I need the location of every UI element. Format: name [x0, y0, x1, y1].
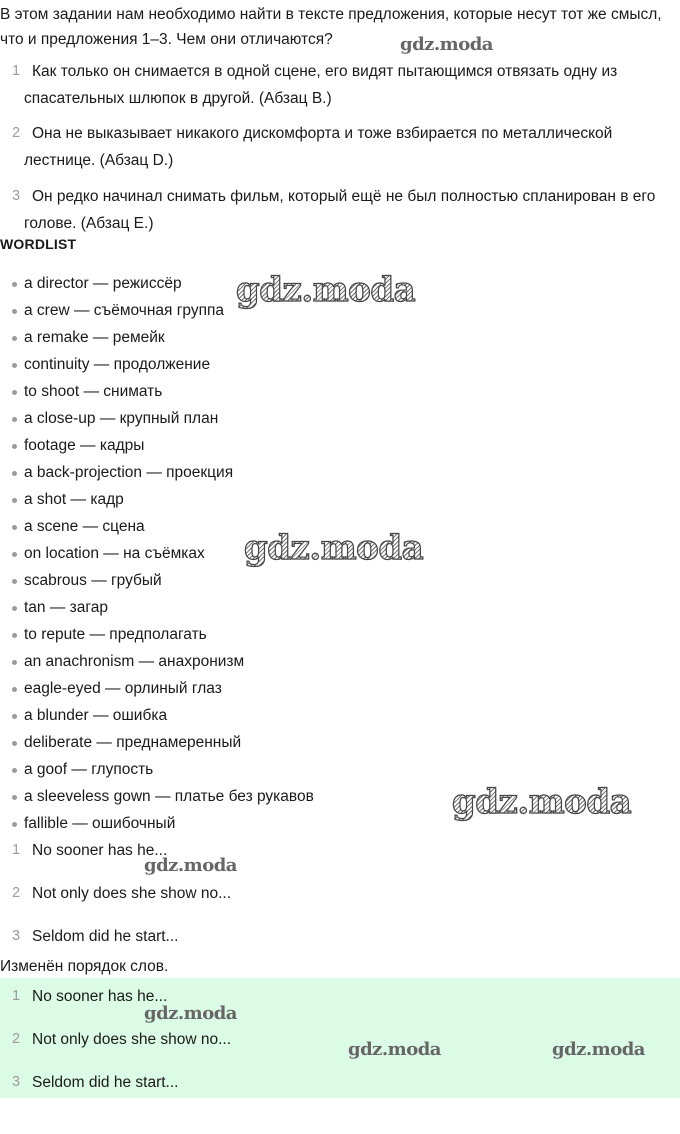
item-text: Seldom did he start... — [32, 1074, 179, 1091]
bullet-icon — [12, 336, 17, 341]
wordlist-entry: an anachronism — анахронизм — [24, 653, 245, 670]
wordlist-item — [0, 783, 680, 810]
bullet-icon — [12, 741, 17, 746]
wordlist — [0, 270, 680, 837]
wordlist-entry: fallible — ошибочный — [24, 815, 176, 832]
wordlist-entry: a remake — ремейк — [24, 329, 165, 346]
item-number: 2 — [12, 885, 21, 901]
wordlist-entry: tan — загар — [24, 599, 108, 616]
wordlist-item — [0, 729, 680, 756]
wordlist-item — [0, 648, 680, 675]
wordlist-entry: deliberate — преднамеренный — [24, 734, 242, 751]
answer-item — [0, 1069, 680, 1096]
bullet-icon — [12, 687, 17, 692]
item-text: Он редко начинал снимать фильм, который ещё не был полностью спланирован в его голове. (Абзац E.) — [24, 188, 656, 232]
wordlist-item — [0, 540, 680, 567]
watermark-logo: gdz.moda — [452, 782, 632, 822]
watermark-logo: gdz.moda — [244, 528, 424, 568]
bullet-icon — [12, 579, 17, 584]
wordlist-item — [0, 702, 680, 729]
wordlist-heading: WORDLIST — [0, 236, 77, 252]
bullet-icon — [12, 363, 17, 368]
answer-box — [0, 978, 680, 1098]
item-text: Seldom did he start... — [32, 928, 179, 945]
wordlist-item — [0, 432, 680, 459]
wordlist-entry: a sleeveless gown — платье без рукавов — [24, 788, 314, 805]
wordlist-entry: a blunder — ошибка — [24, 707, 168, 724]
wordlist-entry: a goof — глупость — [24, 761, 154, 778]
wordlist-item — [0, 513, 680, 540]
wordlist-item — [0, 351, 680, 378]
watermark-logo: gdz.moda — [400, 34, 493, 55]
item-number: 3 — [12, 188, 21, 204]
item-number: 2 — [12, 125, 21, 141]
wordlist-entry: continuity — продолжение — [24, 356, 211, 373]
watermark-logo: gdz.moda — [144, 1003, 237, 1024]
bullet-icon — [12, 714, 17, 719]
item-text: Она не выказывает никакого дискомфорта и тоже взбирается по металлической лестнице. (Абзац D.) — [24, 125, 613, 169]
wordlist-entry: a shot — кадр — [24, 491, 124, 508]
bullet-icon — [12, 417, 17, 422]
bullet-icon — [12, 390, 17, 395]
bullet-icon — [12, 822, 17, 827]
wordlist-item — [0, 675, 680, 702]
wordlist-item — [0, 270, 680, 297]
list-item — [0, 183, 680, 237]
wordlist-item — [0, 756, 680, 783]
wordlist-item — [0, 378, 680, 405]
note-text: Изменён порядок слов. — [0, 958, 169, 975]
wordlist-entry: a close-up — крупный план — [24, 410, 219, 427]
answer-item — [0, 983, 680, 1010]
watermark-logo: gdz.moda — [144, 855, 237, 876]
bullet-icon — [12, 444, 17, 449]
bullet-icon — [12, 768, 17, 773]
bullet-icon — [12, 552, 17, 557]
wordlist-item — [0, 459, 680, 486]
item-number: 3 — [12, 928, 21, 944]
intro-text: В этом задании нам необходимо найти в тексте предложения, которые несут тот же смысл, что и предложения 1–3. Чем они отличаются? — [0, 6, 662, 48]
wordlist-entry: a back-projection — проекция — [24, 464, 234, 481]
bullet-icon — [12, 471, 17, 476]
wordlist-item — [0, 405, 680, 432]
list-item — [0, 120, 680, 174]
bullet-icon — [12, 498, 17, 503]
watermark-logo: gdz.moda — [348, 1039, 441, 1060]
item-text: No sooner has he... — [32, 988, 168, 1005]
bullet-icon — [12, 660, 17, 665]
wordlist-entry: to repute — предполагать — [24, 626, 207, 643]
wordlist-item — [0, 567, 680, 594]
item-text: No sooner has he... — [32, 842, 168, 859]
item-number: 2 — [12, 1031, 21, 1047]
wordlist-entry: a director — режиссёр — [24, 275, 182, 292]
list-item — [0, 880, 680, 907]
wordlist-item — [0, 324, 680, 351]
item-text: Not only does she show no... — [32, 1031, 232, 1048]
wordlist-item — [0, 621, 680, 648]
bullet-icon — [12, 282, 17, 287]
item-number: 1 — [12, 988, 21, 1004]
wordlist-entry: to shoot — снимать — [24, 383, 163, 400]
list-item — [0, 837, 680, 864]
wordlist-entry: on location — на съёмках — [24, 545, 205, 562]
item-text: Как только он снимается в одной сцене, его видят пытающимся отвязать одну из спасательных шлюпок в другой. (Абзац B.) — [24, 63, 618, 107]
answer-item — [0, 1026, 680, 1053]
wordlist-entry: eagle-eyed — орлиный глаз — [24, 680, 222, 697]
wordlist-entry: scabrous — грубый — [24, 572, 162, 589]
item-number: 1 — [12, 842, 21, 858]
watermark-logo: gdz.moda — [552, 1039, 645, 1060]
wordlist-entry: a scene — сцена — [24, 518, 145, 535]
wordlist-item — [0, 486, 680, 513]
bullet-icon — [12, 795, 17, 800]
list-item — [0, 923, 680, 950]
wordlist-entry: footage — кадры — [24, 437, 145, 454]
list-item — [0, 58, 680, 112]
watermark-logo: gdz.moda — [236, 270, 416, 310]
wordlist-item — [0, 297, 680, 324]
bullet-icon — [12, 525, 17, 530]
bullet-icon — [12, 633, 17, 638]
wordlist-item — [0, 810, 680, 837]
item-number: 3 — [12, 1074, 21, 1090]
bullet-icon — [12, 606, 17, 611]
item-number: 1 — [12, 63, 21, 79]
wordlist-item — [0, 594, 680, 621]
item-text: Not only does she show no... — [32, 885, 232, 902]
bullet-icon — [12, 309, 17, 314]
wordlist-entry: a crew — съёмочная группа — [24, 302, 224, 319]
